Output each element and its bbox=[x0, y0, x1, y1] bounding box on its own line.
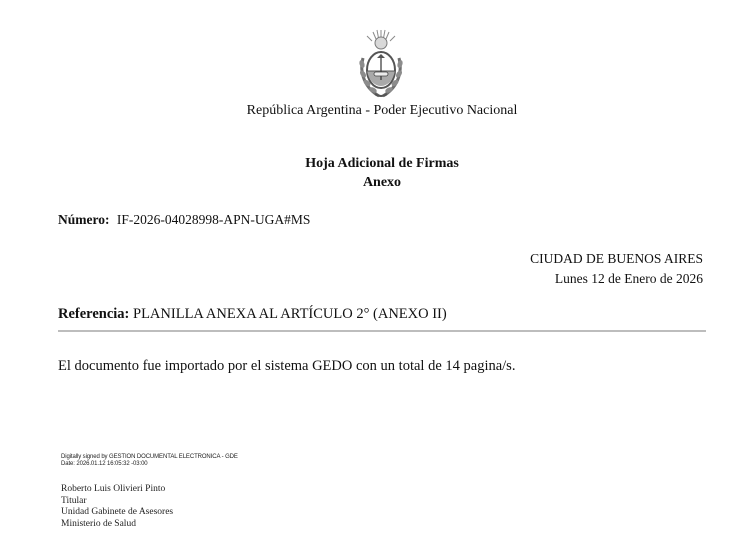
document-subtitle: Anexo bbox=[362, 175, 402, 190]
reference-label: Referencia: bbox=[58, 306, 130, 322]
signer-block bbox=[61, 484, 173, 530]
place: CIUDAD DE BUENOS AIRES bbox=[530, 251, 703, 266]
divider bbox=[58, 330, 706, 332]
document-title: Hoja Adicional de Firmas bbox=[305, 156, 459, 171]
digital-signature-stamp bbox=[61, 454, 238, 468]
date: Lunes 12 de Enero de 2026 bbox=[554, 271, 703, 286]
document-number-label: Número: bbox=[58, 212, 110, 227]
argentina-coat-of-arms-icon bbox=[355, 28, 407, 100]
signer-role: Titular bbox=[61, 495, 87, 506]
document-number bbox=[58, 212, 310, 228]
digital-signature-date: Date: 2026.01.12 16:05:32 -03:00 bbox=[61, 461, 148, 467]
body-text: El documento fue importado por el sistema GEDO con un total de 14 pagina/s. bbox=[58, 358, 516, 374]
reference bbox=[58, 306, 447, 323]
signer-name: Roberto Luis Olivieri Pinto bbox=[61, 484, 166, 494]
reference-value: PLANILLA ANEXA AL ARTÍCULO 2° (ANEXO II) bbox=[133, 306, 447, 322]
signer-unit: Unidad Gabinete de Asesores bbox=[61, 507, 174, 517]
document-number-value: IF-2026-04028998-APN-UGA#MS bbox=[116, 212, 311, 227]
digital-signature-line: Digitally signed by GESTION DOCUMENTAL ELECTRONICA - GDE bbox=[61, 454, 238, 460]
signer-ministry: Ministerio de Salud bbox=[61, 518, 136, 529]
institution-header: República Argentina - Poder Ejecutivo Nacional bbox=[246, 103, 518, 118]
